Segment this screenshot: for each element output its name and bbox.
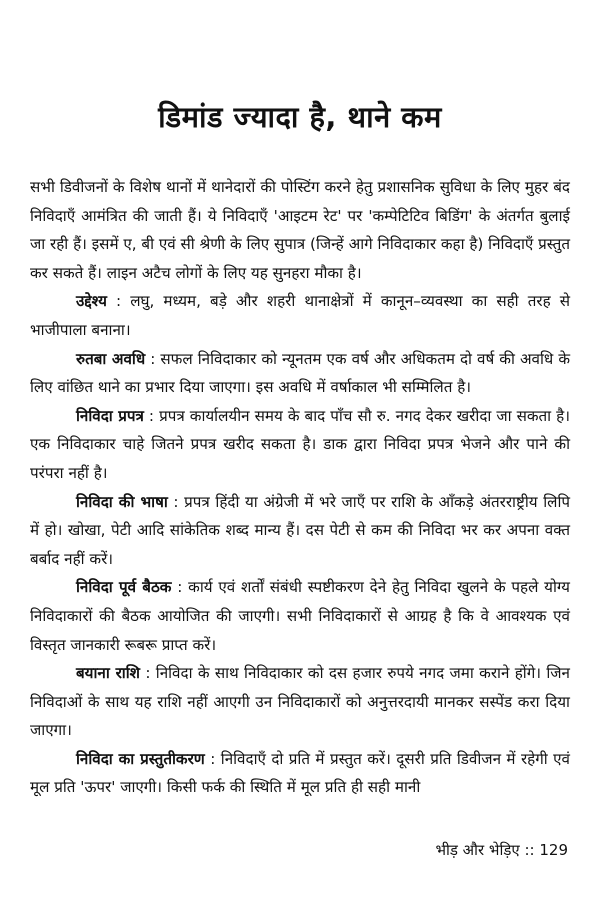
section-text: : सफल निविदाकार को न्यूनतम एक वर्ष और अधिकतम दो वर्ष की अवधि के लिए वांछित थाने का प्रभार दिया जाएगा। इस अवधि में वर्षाकाल भी सम्मिलित है।: [30, 349, 570, 397]
section-text: : निविदा के साथ निविदाकार को दस हजार रुपये नगद जमा कराने होंगे। जिन निविदाओं के साथ यह राशि नहीं आएगी उन निविदाकारों को अनुत्तरदायी मानकर सस्पेंड करा दिया जाएगा।: [30, 664, 570, 740]
section-tender-language: [30, 488, 570, 574]
section-term: निविदा पूर्व बैठक: [76, 578, 172, 597]
section-text: : लघु, मध्यम, बड़े और शहरी थानाक्षेत्रों में कानून–व्यवस्था का सही तरह से भाजीपाला बनाना।: [30, 292, 570, 339]
chapter-title: डिमांड ज्यादा है, थाने कम: [158, 100, 442, 135]
page-number: 129: [539, 841, 568, 859]
section-text: : प्रपत्र हिंदी या अंग्रेजी में भरे जाएँ पर राशि के आँकड़े अंतरराष्ट्रीय लिपि में हो। खोखा, पेटी आदि सांकेतिक शब्द मान्य हैं। दस पेटी से कम की निविदा भर कर अपना वक्त बर्बाद नहीं करें।: [30, 492, 570, 568]
section-term: रुतबा अवधि: [76, 349, 146, 368]
section-term: निविदा प्रपत्र: [76, 406, 144, 425]
section-term: निविदा का प्रस्तुतीकरण: [76, 749, 205, 768]
section-text: : निविदाएँ दो प्रति में प्रस्तुत करें। दूसरी प्रति डिवीजन में रहेगी एवं मूल प्रति 'ऊपर' जाएगी। किसी फर्क की स्थिति में मूल प्रति ही सही मानी: [30, 749, 570, 797]
section-term: बयाना राशि: [76, 664, 140, 683]
page-body: [30, 173, 570, 802]
intro-paragraph: सभी डिवीजनों के विशेष थानों में थानेदारों की पोस्टिंग करने हेतु प्रशासनिक सुविधा के लिए मुहर बंद निविदाएँ आमंत्रित की जाती हैं। ये निविदाएँ 'आइटम रेट' पर 'कम्पेटिटिव बिडिंग' के अंतर्गत बुलाई जा रही हैं। इसमें ए, बी एवं सी श्रेणी के लिए सुपात्र (जिन्हें आगे निविदाकार कहा है) निविदाएँ प्रस्तुत कर सकते हैं। लाइन अटैच लोगों के लिए यह सुनहरा मौका है।: [30, 178, 570, 282]
section-earnest-money: [30, 659, 570, 745]
page-footer: [435, 840, 568, 860]
section-tenure: [30, 345, 570, 402]
section-tender-form: [30, 402, 570, 488]
section-text: : कार्य एवं शर्तों संबंधी स्पष्टीकरण देने हेतु निविदा खुलने के पहले योग्य निविदाकारों की बैठक आयोजित की जाएगी। सभी निविदाकारों से आग्रह है कि वे आवश्यक एवं विस्तृत जानकारी रूबरू प्राप्त करें।: [30, 578, 570, 654]
section-term: निविदा की भाषा: [76, 492, 168, 511]
book-title: भीड़ और भेड़िए: [435, 841, 520, 859]
section-pre-bid-meeting: [30, 573, 570, 659]
section-text: : प्रपत्र कार्यालयीन समय के बाद पाँच सौ रु. नगद देकर खरीदा जा सकता है। एक निविदाकार चाहे जितने प्रपत्र खरीद सकता है। डाक द्वारा निविदा प्रपत्र भेजने और पाने की परंपरा नहीं है।: [30, 406, 570, 482]
section-submission: [30, 745, 570, 802]
section-term: उद्देश्य: [76, 292, 107, 311]
footer-separator: ::: [524, 841, 535, 859]
section-objective: [30, 287, 570, 344]
